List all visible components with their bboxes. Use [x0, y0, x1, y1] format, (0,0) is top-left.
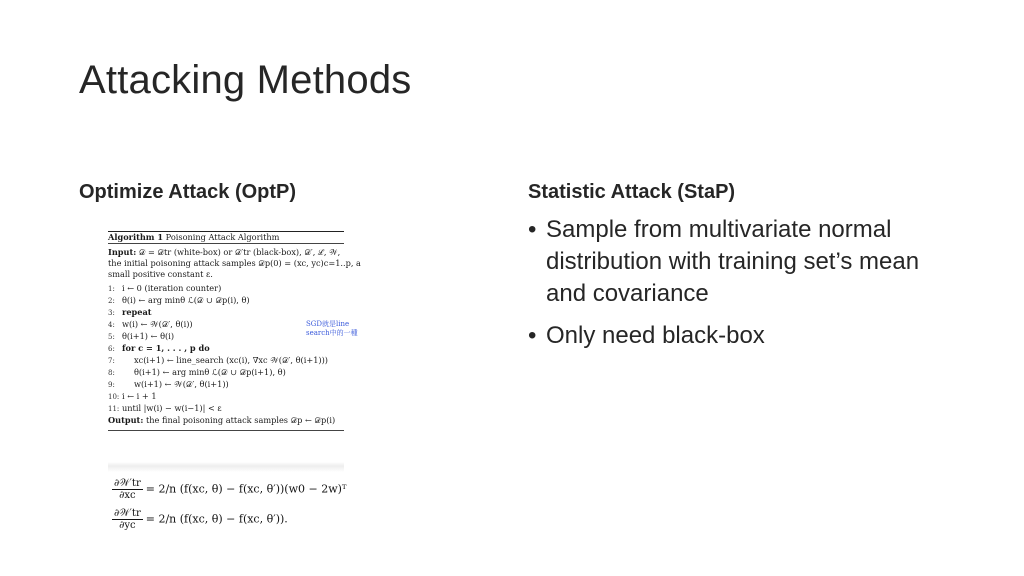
algorithm-step	[108, 367, 344, 379]
step-number: 5:	[108, 333, 115, 341]
bullet-item	[528, 214, 958, 310]
algorithm-bottom-rule	[108, 430, 344, 431]
bullet-dot-icon: •	[528, 322, 537, 349]
bullet-list	[528, 214, 958, 362]
gradient-equation-yc	[112, 508, 288, 531]
gradient-equation-xc	[112, 478, 347, 501]
equation-rhs: = 2/n (f(xc, θ) − f(xc, θ′))(w0 − 2w)ᵀ	[145, 482, 347, 496]
step-number: 10:	[108, 393, 120, 401]
algorithm-input-label: Input:	[108, 247, 137, 257]
step-text: for c = 1, . . . , p do	[122, 343, 210, 353]
step-number: 11:	[108, 405, 120, 413]
step-number: 8:	[108, 369, 115, 377]
algorithm-step	[108, 355, 344, 367]
algorithm-step	[108, 295, 344, 307]
algorithm-output-text: the final poisoning attack samples 𝒟p ← 𝒟p(i)	[145, 415, 336, 425]
equation-rhs: = 2/n (f(xc, θ) − f(xc, θ′)).	[145, 512, 288, 526]
step-number: 9:	[108, 381, 115, 389]
bullet-text: Only need black-box	[546, 322, 765, 349]
step-text: xc(i+1) ← line_search (xc(i), ∇xc 𝒲(𝒟′, θ(i+1)))	[134, 355, 328, 365]
step-number: 7:	[108, 357, 115, 365]
algorithm-input-line-3: small positive constant ε.	[108, 269, 213, 279]
left-column-heading: Optimize Attack (OptP)	[79, 181, 297, 203]
cropped-line-artifact	[108, 462, 344, 472]
algorithm-output	[108, 415, 344, 426]
bullet-item	[528, 320, 958, 352]
bullet-dot-icon: •	[528, 216, 537, 243]
slide-title: Attacking Methods	[79, 58, 412, 102]
algorithm-output-label: Output:	[108, 415, 144, 425]
algorithm-input-line-1	[108, 247, 344, 258]
step-text: w(i) ← 𝒲(𝒟′, θ(i))	[122, 319, 193, 329]
algorithm-step	[108, 343, 344, 355]
step-text: w(i+1) ← 𝒲(𝒟′, θ(i+1))	[134, 379, 229, 389]
equation-fraction	[112, 478, 143, 501]
step-number: 6:	[108, 345, 115, 353]
handwritten-note: SGD就是line search中的一種	[306, 320, 358, 337]
algorithm-input-text: 𝒟 = 𝒟tr (white-box) or 𝒟′tr (black-box), 𝒟′, ℒ, 𝒲,	[138, 247, 341, 257]
algorithm-step	[108, 403, 344, 415]
algorithm-input-line-2: the initial poisoning attack samples 𝒟p(0) = (xc, yc)c=1..p, a	[108, 258, 361, 268]
algorithm-caption	[108, 232, 344, 243]
step-number: 2:	[108, 297, 115, 305]
algorithm-step	[108, 391, 344, 403]
fraction-denominator: ∂xc	[119, 490, 136, 501]
right-column-heading: Statistic Attack (StaP)	[528, 181, 736, 203]
step-text: until |w(i) − w(i−1)| < ε	[122, 403, 222, 413]
step-number: 3:	[108, 309, 115, 317]
algorithm-caption-bold: Algorithm 1	[108, 232, 164, 242]
step-number: 1:	[108, 285, 115, 293]
equation-fraction	[112, 508, 143, 531]
algorithm-step	[108, 307, 344, 319]
step-text: i ← i + 1	[122, 391, 157, 401]
bullet-text: Sample from multivariate normal distribution with training set’s mean and covariance	[546, 216, 920, 307]
algorithm-step	[108, 379, 344, 391]
step-text: repeat	[122, 307, 152, 317]
step-text: i ← 0 (iteration counter)	[122, 283, 222, 293]
step-text: θ(i+1) ← arg minθ ℒ(𝒟 ∪ 𝒟p(i+1), θ)	[134, 367, 286, 377]
step-text: θ(i+1) ← θ(i)	[122, 331, 175, 341]
step-number: 4:	[108, 321, 115, 329]
fraction-numerator: ∂𝒲′tr	[114, 478, 141, 489]
algorithm-caption-text: Poisoning Attack Algorithm	[165, 232, 280, 242]
step-text: θ(i) ← arg minθ ℒ(𝒟 ∪ 𝒟p(i), θ)	[122, 295, 250, 305]
fraction-numerator: ∂𝒲′tr	[114, 508, 141, 519]
algorithm-step	[108, 283, 344, 295]
fraction-denominator: ∂yc	[119, 520, 136, 531]
